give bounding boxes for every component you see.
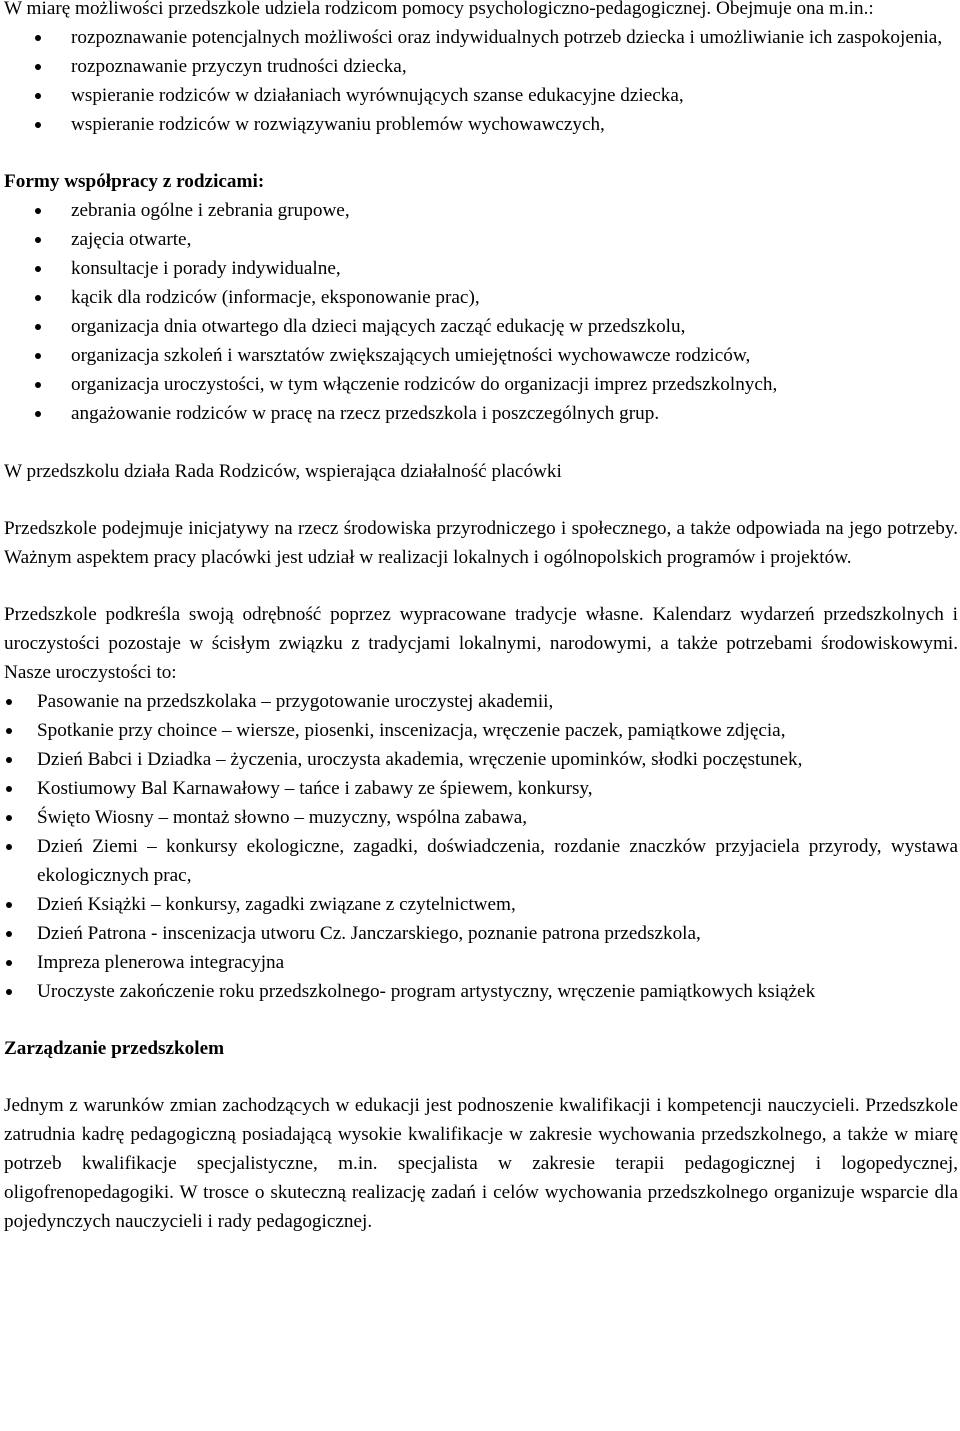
bullet-icon (6, 728, 12, 734)
initiatives-paragraph: Przedszkole podejmuje inicjatywy na rzecz środowiska przyrodniczego i społecznego, a także odpowiada na jego potrzeby. Ważnym aspektem pracy placówki jest udział w realizacji lokalnych i ogólnopolskich programów i projektów. (4, 518, 958, 568)
bullet-icon (35, 266, 41, 272)
council-paragraph: W przedszkolu działa Rada Rodziców, wspierająca działalność placówki (4, 461, 562, 482)
list-item: Święto Wiosny – montaż słowno – muzyczny, wspólna zabawa, (4, 803, 958, 832)
list-item: Dzień Książki – konkursy, zagadki związane z czytelnictwem, (4, 890, 958, 919)
cooperation-heading: Formy współpracy z rodzicami: (4, 171, 265, 192)
bullet-icon (35, 353, 41, 359)
bullet-icon (6, 699, 12, 705)
bullet-icon (6, 757, 12, 763)
bullet-icon (35, 295, 41, 301)
list-item: rozpoznawanie przyczyn trudności dziecka, (4, 52, 958, 81)
bullet-icon (6, 815, 12, 821)
list-item: organizacja dnia otwartego dla dzieci mających zacząć edukację w przedszkolu, (4, 312, 958, 341)
bullet-icon (6, 931, 12, 937)
list-item: rozpoznawanie potencjalnych możliwości oraz indywidualnych potrzeb dziecka i umożliwianie ich zaspokojenia, (4, 23, 958, 52)
intro-paragraph: W miarę możliwości przedszkole udziela rodzicom pomocy psychologiczno-pedagogicznej. Obejmuje ona m.in.: (4, 0, 874, 19)
bullet-icon (6, 960, 12, 966)
bullet-icon (35, 93, 41, 99)
list-item: Dzień Ziemi – konkursy ekologiczne, zagadki, doświadczenia, rozdanie znaczków przyjaciela przyrody, wystawa ekologicznych prac, (4, 832, 958, 890)
list-item: konsultacje i porady indywidualne, (4, 254, 958, 283)
bullet-icon (35, 382, 41, 388)
bullet-icon (35, 411, 41, 417)
traditions-paragraph: Przedszkole podkreśla swoją odrębność poprzez wypracowane tradycje własne. Kalendarz wydarzeń przedszkolnych i uroczystości pozostaje w ścisłym związku z tradycjami lokalnymi, narodowymi, a także potrzebami środowiskowymi. Nasze uroczystości to: (4, 604, 958, 683)
bullet-icon (35, 64, 41, 70)
list-item: Impreza plenerowa integracyjna (4, 948, 958, 977)
bullet-icon (6, 902, 12, 908)
list-item: angażowanie rodziców w pracę na rzecz przedszkola i poszczególnych grup. (4, 399, 958, 428)
list-item: Kostiumowy Bal Karnawałowy – tańce i zabawy ze śpiewem, konkursy, (4, 774, 958, 803)
list-item: Dzień Patrona - inscenizacja utworu Cz. Janczarskiego, poznanie patrona przedszkola, (4, 919, 958, 948)
list-item: kącik dla rodziców (informacje, eksponowanie prac), (4, 283, 958, 312)
list-item: Uroczyste zakończenie roku przedszkolnego- program artystyczny, wręczenie pamiątkowych książek (4, 977, 958, 1006)
list-item: zajęcia otwarte, (4, 225, 958, 254)
events-list (4, 687, 958, 1006)
bullet-icon (35, 324, 41, 330)
document-page (4, 0, 958, 1236)
bullet-icon (35, 208, 41, 214)
bullet-icon (35, 237, 41, 243)
management-heading: Zarządzanie przedszkolem (4, 1038, 225, 1059)
list-item: Pasowanie na przedszkolaka – przygotowanie uroczystej akademii, (4, 687, 958, 716)
bullet-icon (35, 122, 41, 128)
list-item: organizacja szkoleń i warsztatów zwiększających umiejętności wychowawcze rodziców, (4, 341, 958, 370)
list-item: organizacja uroczystości, w tym włączenie rodziców do organizacji imprez przedszkolnych, (4, 370, 958, 399)
management-paragraph: Jednym z warunków zmian zachodzących w edukacji jest podnoszenie kwalifikacji i kompetencji nauczycieli. Przedszkole zatrudnia kadrę pedagogiczną posiadającą wysokie kwalifikacje w zakresie wychowania przedszkolnego, a także w miarę potrzeb kwalifikacje specjalistyczne, m.in. specjalista w zakresie terapii pedagogicznej i logopedycznej, oligofrenopedagogiki. W trosce o skuteczną realizację zadań i celów wychowania przedszkolnego organizuje wsparcie dla pojedynczych nauczycieli i rady pedagogicznej. (4, 1095, 958, 1232)
bullet-icon (6, 786, 12, 792)
list-item: wspieranie rodziców w rozwiązywaniu problemów wychowawczych, (4, 110, 958, 139)
list-item: Spotkanie przy choince – wiersze, piosenki, inscenizacja, wręczenie paczek, pamiątkowe zdjęcia, (4, 716, 958, 745)
bullet-icon (35, 35, 41, 41)
bullet-icon (6, 844, 12, 850)
cooperation-list (4, 196, 958, 428)
support-list (4, 23, 958, 139)
list-item: Dzień Babci i Dziadka – życzenia, uroczysta akademia, wręczenie upominków, słodki poczęstunek, (4, 745, 958, 774)
list-item: zebrania ogólne i zebrania grupowe, (4, 196, 958, 225)
list-item: wspieranie rodziców w działaniach wyrównujących szanse edukacyjne dziecka, (4, 81, 958, 110)
bullet-icon (6, 989, 12, 995)
